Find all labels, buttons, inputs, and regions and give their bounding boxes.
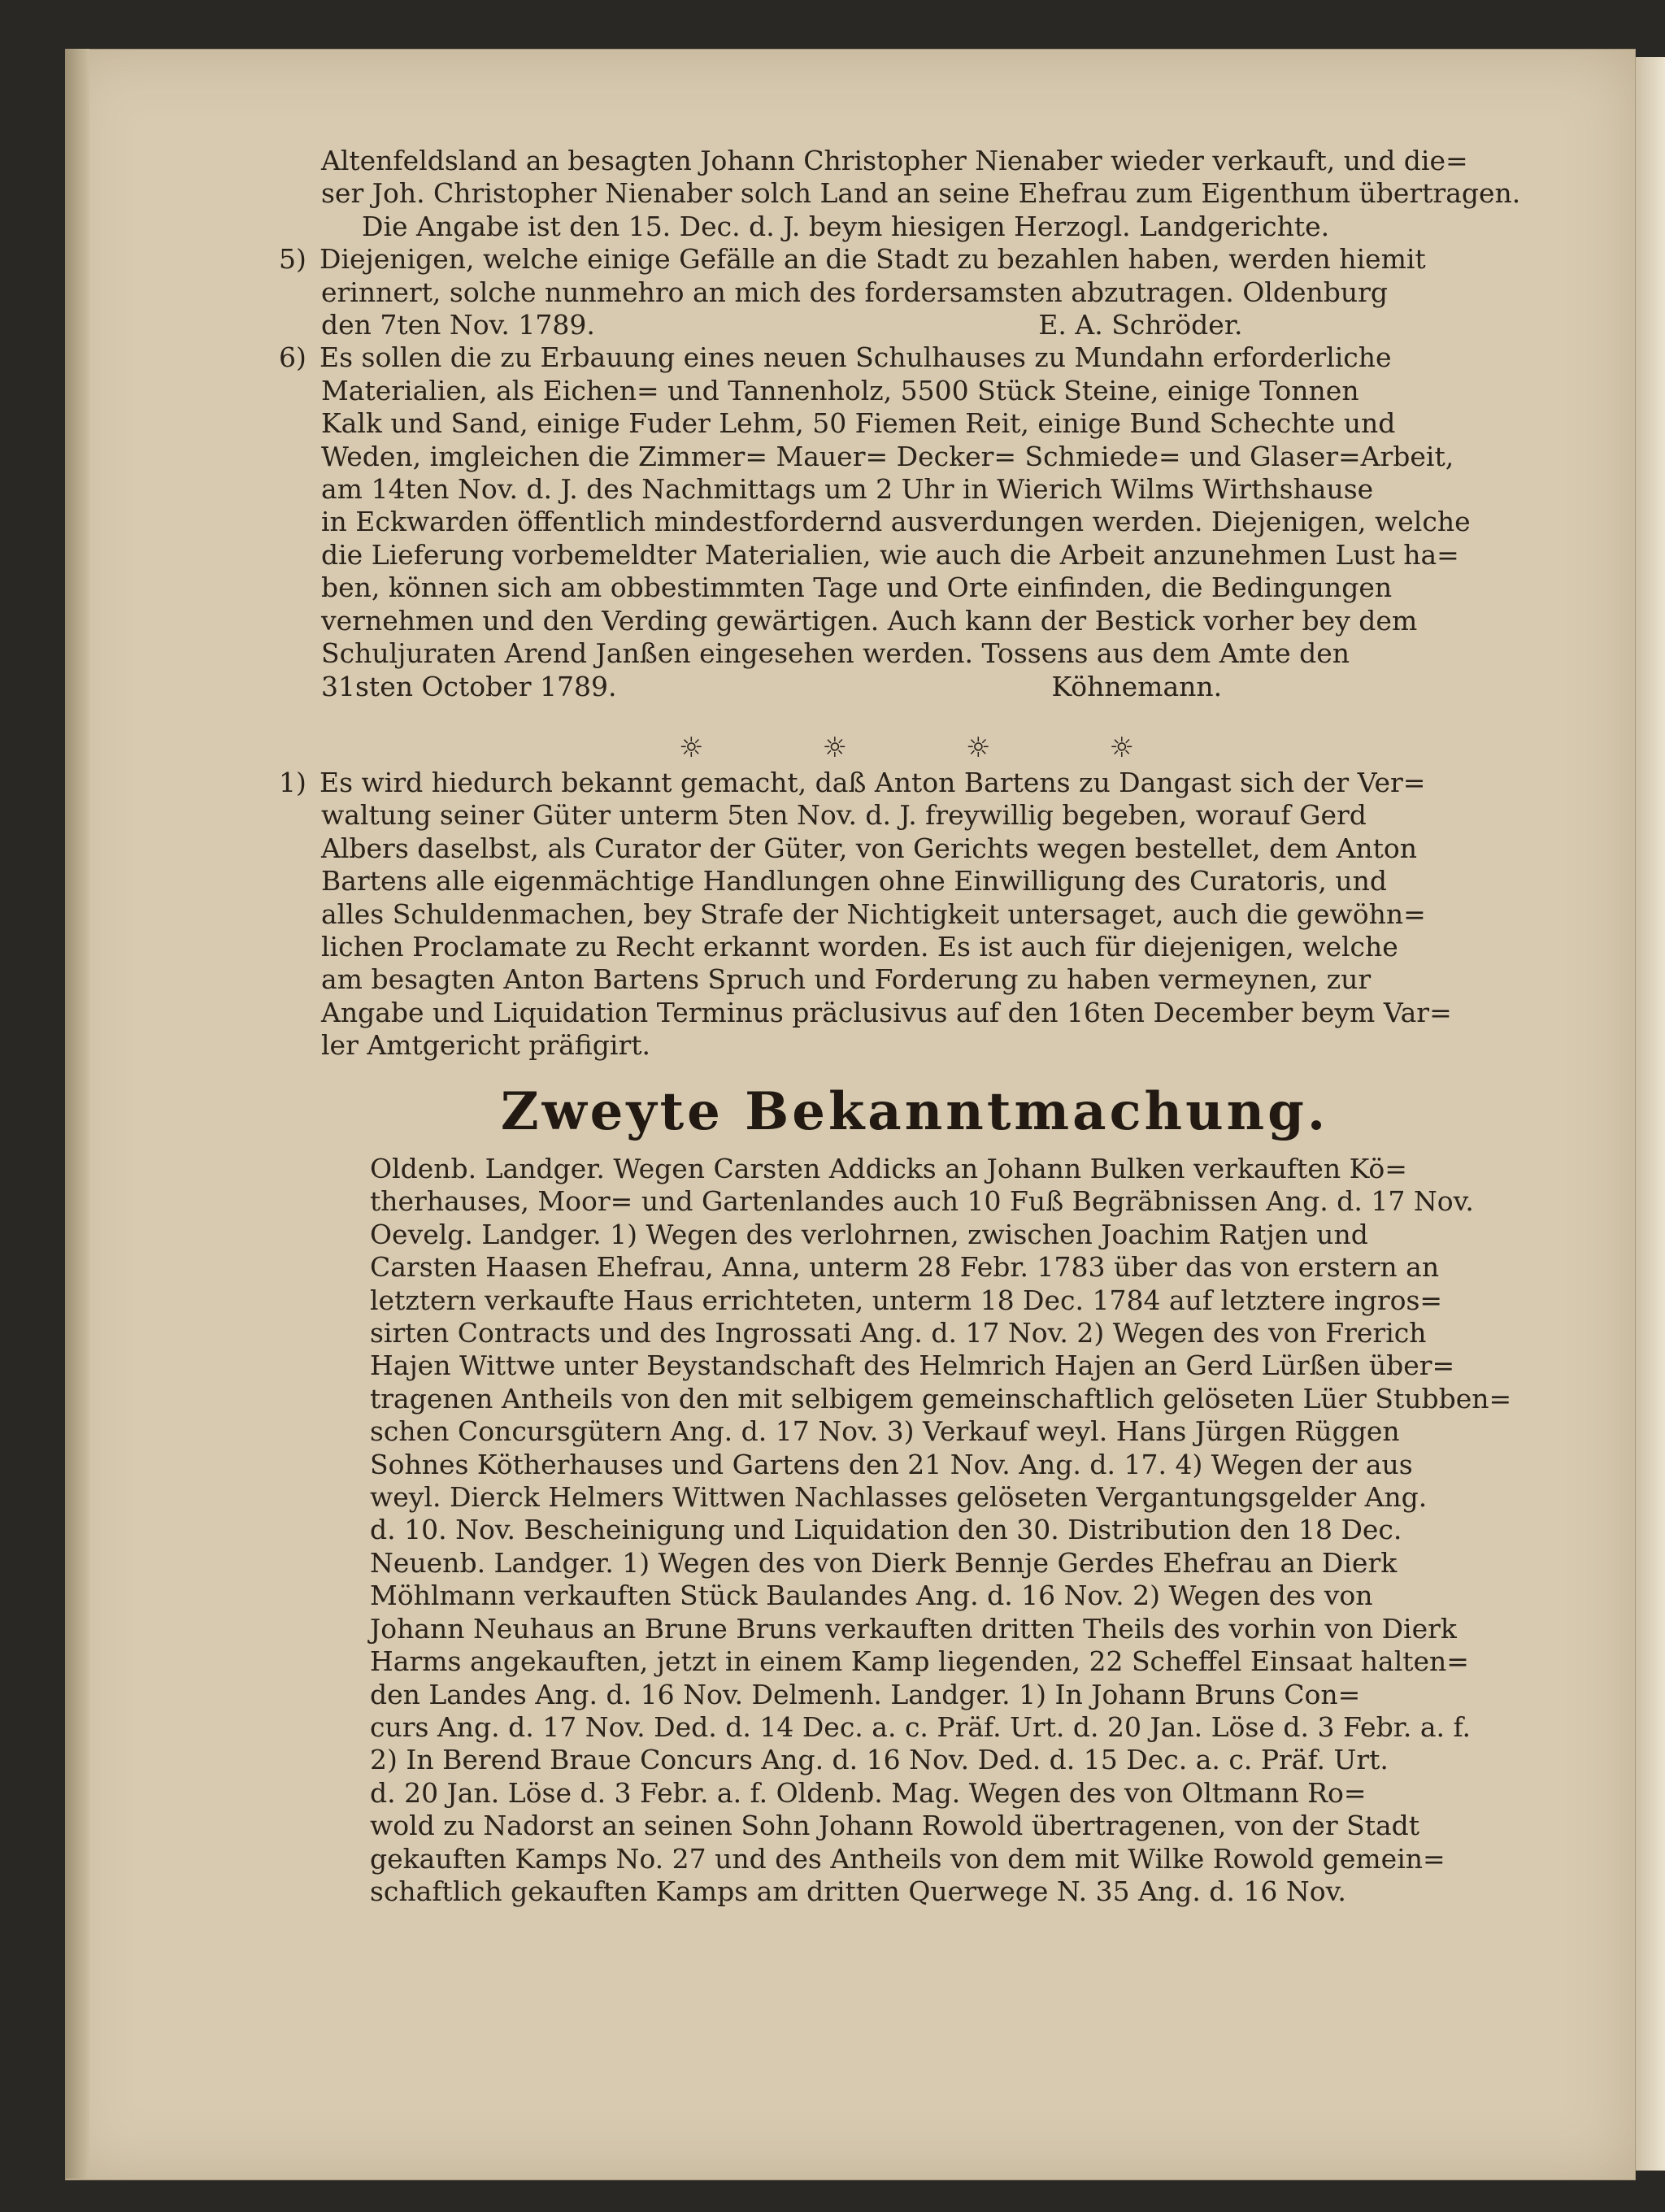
text-line: Es wird hiedurch bekannt gemacht, daß Anton Bartens zu Dangast sich der Ver= [320, 767, 1426, 798]
text-line: tragenen Antheils von den mit selbigem gemeinschaftlich gelöseten Lüer Stubben= [370, 1382, 1512, 1415]
text-line: in Eckwarden öffentlich mindestfordernd ausverdungen werden. Diejenigen, welche [321, 506, 1471, 538]
text-line: die Lieferung vorbemeldter Materialien, wie auch die Arbeit anzunehmen Lust ha= [321, 538, 1459, 571]
text-line: ben, können sich am obbestimmten Tage und Orte einfinden, die Bedingungen [321, 571, 1393, 604]
text-line: Möhlmann verkauften Stück Baulandes Ang. d. 16 Nov. 2) Wegen des von [370, 1580, 1373, 1612]
text-line: Oldenb. Landger. Wegen Carsten Addicks an Johann Bulken verkauften Kö= [370, 1153, 1407, 1184]
text-line: Harms angekauften, jetzt in einem Kamp liegenden, 22 Scheffel Einsaat halten= [370, 1645, 1469, 1678]
text-line: ler Amtgericht präfigirt. [321, 1029, 650, 1062]
text-line: Es sollen die zu Erbauung eines neuen Schulhauses zu Mundahn erforderliche [320, 341, 1392, 374]
text-line: den 7ten Nov. 1789. E. A. Schröder. [321, 309, 1243, 341]
text-line: Angabe und Liquidation Terminus präclusivus auf den 16ten December beym Var= [321, 996, 1452, 1028]
star-ornament-icon: ☼ [1109, 732, 1134, 764]
text-line: Materialien, als Eichen= und Tannenholz, 5500 Stück Steine, einige Tonnen [321, 374, 1359, 406]
text-line: gekauften Kamps No. 27 und des Antheils von dem mit Wilke Rowold gemein= [370, 1842, 1445, 1875]
text-line: Schuljuraten Arend Janßen eingesehen werden. Tossens aus dem Amte den [321, 637, 1350, 670]
text-line: Altenfeldsland an besagten Johann Christopher Nienaber wieder verkauft, und die= [321, 145, 1468, 176]
body-text-lower [370, 1153, 1512, 1908]
paragraph-6-line [279, 341, 1508, 374]
text-line: lichen Proclamate zu Recht erkannt worden. Es ist auch für diejenigen, welche [321, 931, 1398, 963]
text-line: erinnert, solche nunmehro an mich des fordersamsten abzutragen. Oldenburg [321, 276, 1389, 308]
text-line: Diejenigen, welche einige Gefälle an die Stadt zu bezahlen haben, werden hiemit [320, 243, 1426, 276]
text-line: vernehmen und den Verding gewärtigen. Auch kann der Bestick vorher bey dem [321, 604, 1418, 637]
text-line: schen Concursgütern Ang. d. 17 Nov. 3) Verkauf weyl. Hans Jürgen Rüggen [370, 1415, 1400, 1448]
text-line: Hajen Wittwe unter Beystandschaft des Helmrich Hajen an Gerd Lürßen über= [370, 1349, 1455, 1382]
text-line: alles Schuldenmachen, bey Strafe der Nichtigkeit untersaget, auch die gewöhn= [321, 897, 1426, 930]
text-line: Oevelg. Landger. 1) Wegen des verlohrnen, zwischen Joachim Ratjen und [370, 1218, 1368, 1250]
text-line: Die Angabe ist den 15. Dec. d. J. beym hiesigen Herzogl. Landgerichte. [362, 210, 1330, 242]
text-line: am besagten Anton Bartens Spruch und Forderung zu haben vermeynen, zur [321, 963, 1372, 996]
text-line: d. 20 Jan. Löse d. 3 Febr. a. f. Oldenb. Mag. Wegen des von Oltmann Ro= [370, 1776, 1367, 1809]
text-line: Carsten Haasen Ehefrau, Anna, unterm 28 Febr. 1783 über das von erstern an [370, 1251, 1440, 1284]
text-line: Kalk und Sand, einige Fuder Lehm, 50 Fiemen Reit, einige Bund Schechte und [321, 407, 1396, 440]
text-line: Weden, imgleichen die Zimmer= Mauer= Decker= Schmiede= und Glaser=Arbeit, [321, 440, 1454, 472]
paragraph-number: 5) [279, 243, 306, 276]
star-ornament-icon: ☼ [966, 732, 991, 764]
text-line: 2) In Berend Braue Concurs Ang. d. 16 Nov. Ded. d. 15 Dec. a. c. Präf. Urt. [370, 1744, 1389, 1776]
paragraph-1-line [279, 767, 1508, 799]
star-ornament-icon: ☼ [679, 732, 704, 764]
star-ornament-icon: ☼ [822, 732, 847, 764]
paragraph-5-line [279, 243, 1508, 276]
section-heading: Zweyte Bekanntmachung. [500, 1081, 1329, 1142]
text-line: curs Ang. d. 17 Nov. Ded. d. 14 Dec. a. c. Präf. Urt. d. 20 Jan. Löse d. 3 Febr. a. f. [370, 1710, 1471, 1743]
body-text-upper [279, 145, 1521, 703]
text-line: waltung seiner Güter unterm 5ten Nov. d. J. freywillig begeben, worauf Gerd [321, 799, 1367, 832]
ornament-divider [679, 732, 1134, 764]
text-line: weyl. Dierck Helmers Wittwen Nachlasses gelöseten Vergantungsgelder Ang. [370, 1481, 1428, 1514]
text-line: Bartens alle eigenmächtige Handlungen ohne Einwilligung des Curatoris, und [321, 865, 1387, 897]
text-line: Albers daselbst, als Curator der Güter, von Gerichts wegen bestellet, dem Anton [321, 832, 1418, 864]
text-line: Sohnes Kötherhauses und Gartens den 21 Nov. Ang. d. 17. 4) Wegen der aus [370, 1448, 1413, 1480]
text-line: wold zu Nadorst an seinen Sohn Johann Rowold übertragenen, von der Stadt [370, 1810, 1420, 1842]
paragraph-number: 1) [279, 767, 306, 798]
text-line: therhauses, Moor= und Gartenlandes auch 10 Fuß Begräbnissen Ang. d. 17 Nov. [370, 1185, 1474, 1218]
text-line: Neuenb. Landger. 1) Wegen des von Dierk Bennje Gerdes Ehefrau an Dierk [370, 1546, 1398, 1579]
text-line: ser Joh. Christopher Nienaber solch Land an seine Ehefrau zum Eigenthum übertragen. [321, 177, 1521, 210]
page-stack-edge [65, 49, 89, 2179]
body-text-middle [279, 767, 1508, 1063]
text-line: den Landes Ang. d. 16 Nov. Delmenh. Landger. 1) In Johann Bruns Con= [370, 1678, 1361, 1710]
text-line: letztern verkaufte Haus errichteten, unterm 18 Dec. 1784 auf letztere ingros= [370, 1284, 1443, 1316]
paragraph-number: 6) [279, 341, 306, 374]
text-line: sirten Contracts und des Ingrossati Ang. d. 17 Nov. 2) Wegen des von Frerich [370, 1317, 1427, 1349]
text-line: schaftlich gekauften Kamps am dritten Querwege N. 35 Ang. d. 16 Nov. [370, 1875, 1346, 1907]
text-line: d. 10. Nov. Bescheinigung und Liquidation den 30. Distribution den 18 Dec. [370, 1514, 1402, 1546]
text-line: am 14ten Nov. d. J. des Nachmittags um 2 Uhr in Wierich Wilms Wirthshause [321, 473, 1374, 506]
text-line: 31sten October 1789. Köhnemann. [321, 670, 1223, 702]
text-line: Johann Neuhaus an Brune Bruns verkauften dritten Theils des vorhin von Dierk [370, 1612, 1457, 1645]
